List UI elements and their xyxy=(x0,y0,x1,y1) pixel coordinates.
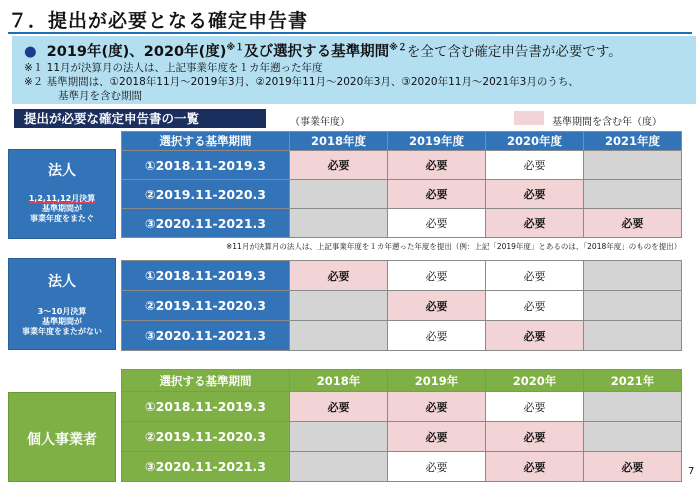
header-period: 選択する基準期間 xyxy=(122,370,290,392)
info-tail-text: を全て含む確定申告書が必要です。 xyxy=(406,44,622,60)
required-cell: 必要 xyxy=(388,209,486,238)
required-cell: 必要 xyxy=(486,321,584,351)
required-cell: 必要 xyxy=(388,151,486,180)
required-cell: 必要 xyxy=(290,151,388,180)
entity-sub-1: 3～10月決算 xyxy=(37,307,87,316)
required-cell: 必要 xyxy=(584,452,682,482)
entity-label-corp-noncross xyxy=(8,258,116,350)
required-cell: 必要 xyxy=(486,151,584,180)
info-mid-text: 及び選択する基準期間 xyxy=(244,44,390,60)
table-individual xyxy=(121,369,682,482)
entity-sub-2: 基準期間が xyxy=(42,317,82,326)
entity-name: 法人 xyxy=(48,274,76,290)
empty-cell xyxy=(584,291,682,321)
entity-sub-2: 基準期間が xyxy=(42,204,82,213)
table-row xyxy=(122,321,682,351)
header-year: 2019年 xyxy=(388,370,486,392)
empty-cell xyxy=(584,392,682,422)
note-3: 基準月を含む期間 xyxy=(58,90,142,102)
header-year: 2020年度 xyxy=(486,132,584,151)
table-row xyxy=(122,422,682,452)
period-cell: ②2019.11-2020.3 xyxy=(122,180,290,209)
table-row xyxy=(122,452,682,482)
header-year: 2018年 xyxy=(290,370,388,392)
required-cell: 必要 xyxy=(388,422,486,452)
entity-sub-3: 事業年度をまたぐ xyxy=(30,214,94,223)
header-year: 2019年度 xyxy=(388,132,486,151)
table-corp-cross xyxy=(121,131,682,238)
period-cell: ①2018.11-2019.3 xyxy=(122,392,290,422)
required-cell: 必要 xyxy=(388,180,486,209)
table-row xyxy=(122,209,682,238)
table-row xyxy=(122,180,682,209)
required-cell: 必要 xyxy=(290,261,388,291)
empty-cell xyxy=(584,180,682,209)
entity-sub-1: 1,2,11,12月決算 xyxy=(28,194,96,203)
table-row xyxy=(122,392,682,422)
note-1: ※１ 11月が決算月の法人は、上記事業年度を１カ年遡った年度 xyxy=(24,62,323,74)
table-corp-noncross xyxy=(121,260,682,351)
header-year: 2018年度 xyxy=(290,132,388,151)
period-cell: ①2018.11-2019.3 xyxy=(122,151,290,180)
entity-name: 法人 xyxy=(48,163,76,179)
header-period: 選択する基準期間 xyxy=(122,132,290,151)
empty-cell xyxy=(584,151,682,180)
required-cell: 必要 xyxy=(388,321,486,351)
empty-cell xyxy=(290,452,388,482)
required-cell: 必要 xyxy=(290,392,388,422)
header-year: 2021年 xyxy=(584,370,682,392)
required-cell: 必要 xyxy=(584,209,682,238)
period-cell: ①2018.11-2019.3 xyxy=(122,261,290,291)
period-cell: ③2020.11-2021.3 xyxy=(122,452,290,482)
empty-cell xyxy=(290,180,388,209)
empty-cell xyxy=(584,321,682,351)
legend-label: 基準期間を含む年（度） xyxy=(552,117,662,128)
page-number: 7 xyxy=(688,466,695,477)
entity-name: 個人事業者 xyxy=(27,432,97,448)
empty-cell xyxy=(290,321,388,351)
entity-label-corp-cross xyxy=(8,149,116,239)
required-cell: 必要 xyxy=(486,180,584,209)
table-header-row xyxy=(122,132,682,151)
info-sup1: ※１ xyxy=(226,43,245,54)
legend-swatch xyxy=(514,111,544,125)
table-row xyxy=(122,291,682,321)
required-cell: 必要 xyxy=(388,452,486,482)
empty-cell xyxy=(290,291,388,321)
period-cell: ③2020.11-2021.3 xyxy=(122,321,290,351)
required-cell: 必要 xyxy=(388,291,486,321)
required-cell: 必要 xyxy=(486,291,584,321)
note-2: ※２ 基準期間は、①2018年11月～2019年3月、②2019年11月～2020年3月、③2020年11月～2021年3月のうち、 xyxy=(24,76,579,88)
header-year: 2020年 xyxy=(486,370,584,392)
header-year: 2021年度 xyxy=(584,132,682,151)
required-cell: 必要 xyxy=(486,452,584,482)
required-cell: 必要 xyxy=(486,209,584,238)
fiscal-year-label: （事業年度） xyxy=(290,117,350,128)
period-cell: ②2019.11-2020.3 xyxy=(122,422,290,452)
page-title: ７．提出が必要となる確定申告書 xyxy=(8,10,309,32)
title-rule xyxy=(8,32,692,34)
table-row xyxy=(122,151,682,180)
entity-sub-3: 事業年度をまたがない xyxy=(22,327,102,336)
entity-label-individual xyxy=(8,392,116,482)
empty-cell xyxy=(290,209,388,238)
info-main-text: 2019年(度)、2020年(度) xyxy=(46,44,227,60)
info-sup2: ※２ xyxy=(389,43,407,54)
table-header-row xyxy=(122,370,682,392)
empty-cell xyxy=(584,261,682,291)
table-row xyxy=(122,261,682,291)
info-box xyxy=(12,36,696,104)
footnote: ※11月が決算月の法人は、上記事業年度を１カ年遡った年度を提出（例：上記「2019年度」とあるのは、「2018年度」のものを提出） xyxy=(226,242,682,251)
empty-cell xyxy=(290,422,388,452)
period-cell: ②2019.11-2020.3 xyxy=(122,291,290,321)
required-cell: 必要 xyxy=(486,422,584,452)
required-cell: 必要 xyxy=(486,392,584,422)
period-cell: ③2020.11-2021.3 xyxy=(122,209,290,238)
bullet-icon: ● xyxy=(24,44,37,60)
info-main-line xyxy=(24,40,622,61)
required-cell: 必要 xyxy=(388,261,486,291)
required-cell: 必要 xyxy=(388,392,486,422)
list-title: 提出が必要な確定申告書の一覧 xyxy=(14,109,266,128)
required-cell: 必要 xyxy=(486,261,584,291)
empty-cell xyxy=(584,422,682,452)
